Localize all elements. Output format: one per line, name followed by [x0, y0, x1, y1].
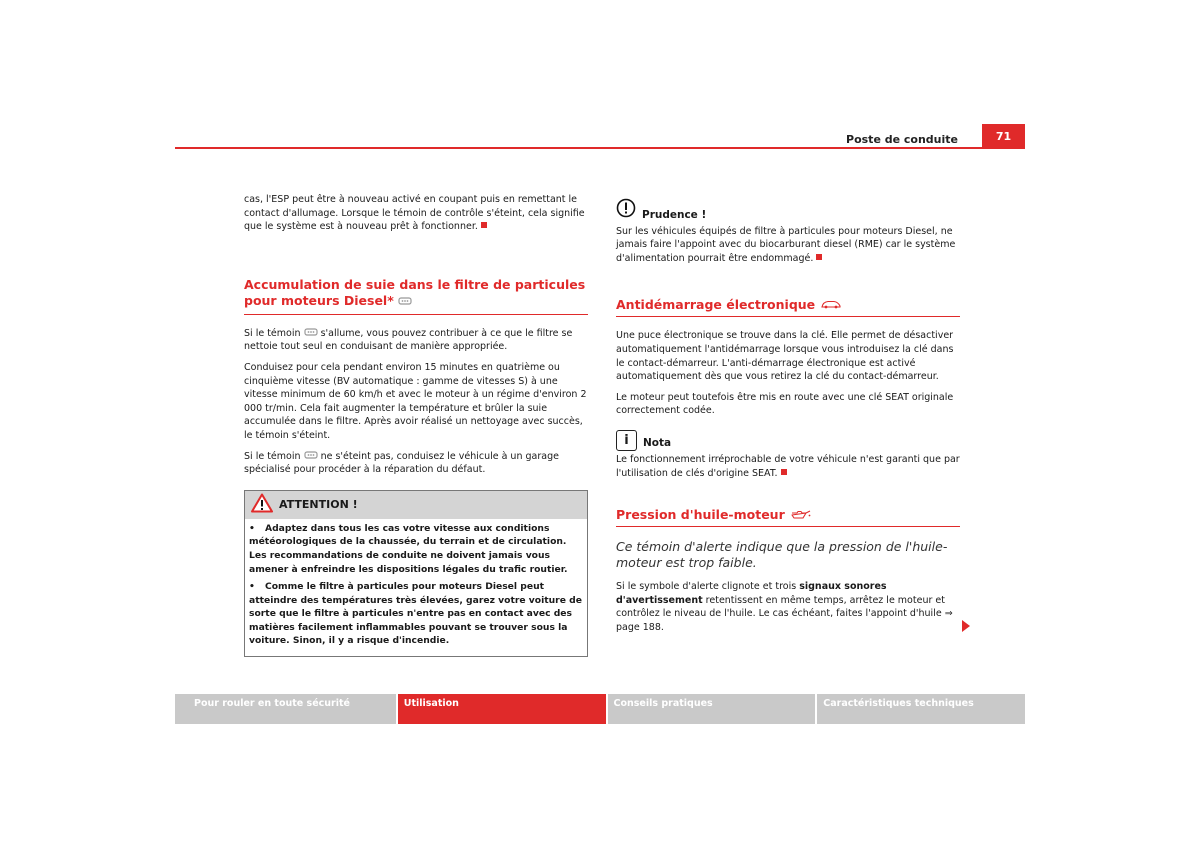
caution-block — [616, 198, 960, 265]
oil-can-icon — [789, 507, 811, 522]
footer-tab-caracteristiques[interactable]: Caractéristiques techniques — [817, 694, 1025, 724]
particle-filter-icon — [398, 297, 412, 308]
particle-filter-icon — [304, 451, 318, 462]
info-icon: i — [616, 430, 637, 451]
page-number: 71 — [982, 124, 1025, 149]
note-text: Le fonctionnement irréprochable de votre véhicule n'est garanti que par l'utilisation de clés d'origine SEAT. — [616, 453, 960, 479]
soot-paragraph-3: Si le témoin ne s'éteint pas, conduisez le véhicule à un garage spécialisé pour procéder à la réparation du défaut. — [244, 450, 559, 476]
note-block — [616, 430, 960, 480]
end-of-section-mark — [816, 254, 822, 260]
right-column — [616, 198, 960, 642]
running-header-title: Poste de conduite — [846, 133, 958, 146]
note-title: Nota — [643, 437, 672, 450]
oil-pressure-paragraph: Si le symbole d'alerte clignote et trois signaux sonores d'avertissement retentissent en même temps, arrêtez le moteur et contrôlez le niveau de l'huile. Le cas échéant, faites l'appoint d'huile ⇒ page 188. — [616, 581, 953, 633]
car-key-icon — [820, 297, 842, 312]
soot-paragraph-2: Conduisez pour cela pendant environ 15 minutes en quatrième ou cinquième vitesse (BV automatique : gamme de vitesses S) à une vitesse minimum de 60 km/h et avec le moteur à un régime d'environ 2 000 tr/min. Cela fait augmenter la température et brûler la suie accumulée dans le filtre. Après avoir réalisé un nettoyage avec succès, le témoin s'éteint. — [244, 361, 587, 441]
footer-tab-securite[interactable]: Pour rouler en toute sécurité — [175, 694, 396, 724]
particle-filter-icon — [304, 328, 318, 339]
attention-header: ATTENTION ! — [245, 491, 587, 519]
left-column — [244, 193, 588, 657]
immobilizer-section-heading: Antidémarrage électronique — [616, 297, 960, 317]
attention-body — [245, 519, 587, 656]
intro-paragraph: cas, l'ESP peut être à nouveau activé en coupant puis en remettant le contact d'allumage. Lorsque le témoin de contrôle s'éteint, cela signifie que le système est à nouveau prêt à fonctionner. — [244, 194, 585, 233]
footer-tab-conseils[interactable]: Conseils pratiques — [608, 694, 816, 724]
oil-pressure-intro: Ce témoin d'alerte indique que la pression de l'huile-moteur est trop faible. — [616, 539, 948, 571]
soot-paragraph-1: Si le témoin s'allume, vous pouvez contribuer à ce que le filtre se nettoie tout seul en conduisant de manière appropriée. — [244, 327, 573, 353]
attention-item: • Adaptez dans tous les cas votre vitesse aux conditions météorologiques de la chaussée, du terrain et de circulation. Les recommandations de conduite ne doivent jamais vous amener à enfreindre les dispositions légales du trafic routier. — [249, 522, 568, 575]
warning-triangle-icon — [251, 493, 279, 517]
end-of-section-mark — [781, 469, 787, 475]
oil-pressure-section-heading: Pression d'huile-moteur — [616, 507, 960, 527]
attention-item: • Comme le filtre à particules pour moteurs Diesel peut atteindre des températures très élevées, garez votre voiture de sorte que le filtre à particules n'entre pas en contact avec des matières facilement inflammables pouvant se trouver sous la voiture. Sinon, il y a risque d'incendie. — [249, 581, 582, 647]
next-page-arrow-icon — [962, 620, 970, 632]
caution-title: Prudence ! — [642, 209, 707, 221]
caution-circle-icon — [616, 198, 636, 223]
footer-tab-utilisation[interactable]: Utilisation — [398, 694, 606, 724]
caution-text: Sur les véhicules équipés de filtre à particules pour moteurs Diesel, ne jamais faire l'appoint avec du biocarburant diesel (RME) car le système d'alimentation pourrait être endommagé. — [616, 225, 956, 264]
end-of-section-mark — [481, 222, 487, 228]
attention-box — [244, 490, 588, 657]
soot-section-heading: Accumulation de suie dans le filtre de particules pour moteurs Diesel* — [244, 277, 588, 315]
immobilizer-paragraph-1: Une puce électronique se trouve dans la clé. Elle permet de désactiver automatiquement l'antidémarrage lorsque vous introduisez la clé dans le contact-démarreur. L'anti-démarrage électronique est activé automatiquement dès que vous retirez la clé du contact-démarreur. — [616, 330, 954, 383]
footer-chapter-nav — [175, 694, 1025, 724]
header-rule — [175, 147, 1025, 149]
immobilizer-paragraph-2: Le moteur peut toutefois être mis en route avec une clé SEAT originale correctement codée. — [616, 391, 954, 417]
